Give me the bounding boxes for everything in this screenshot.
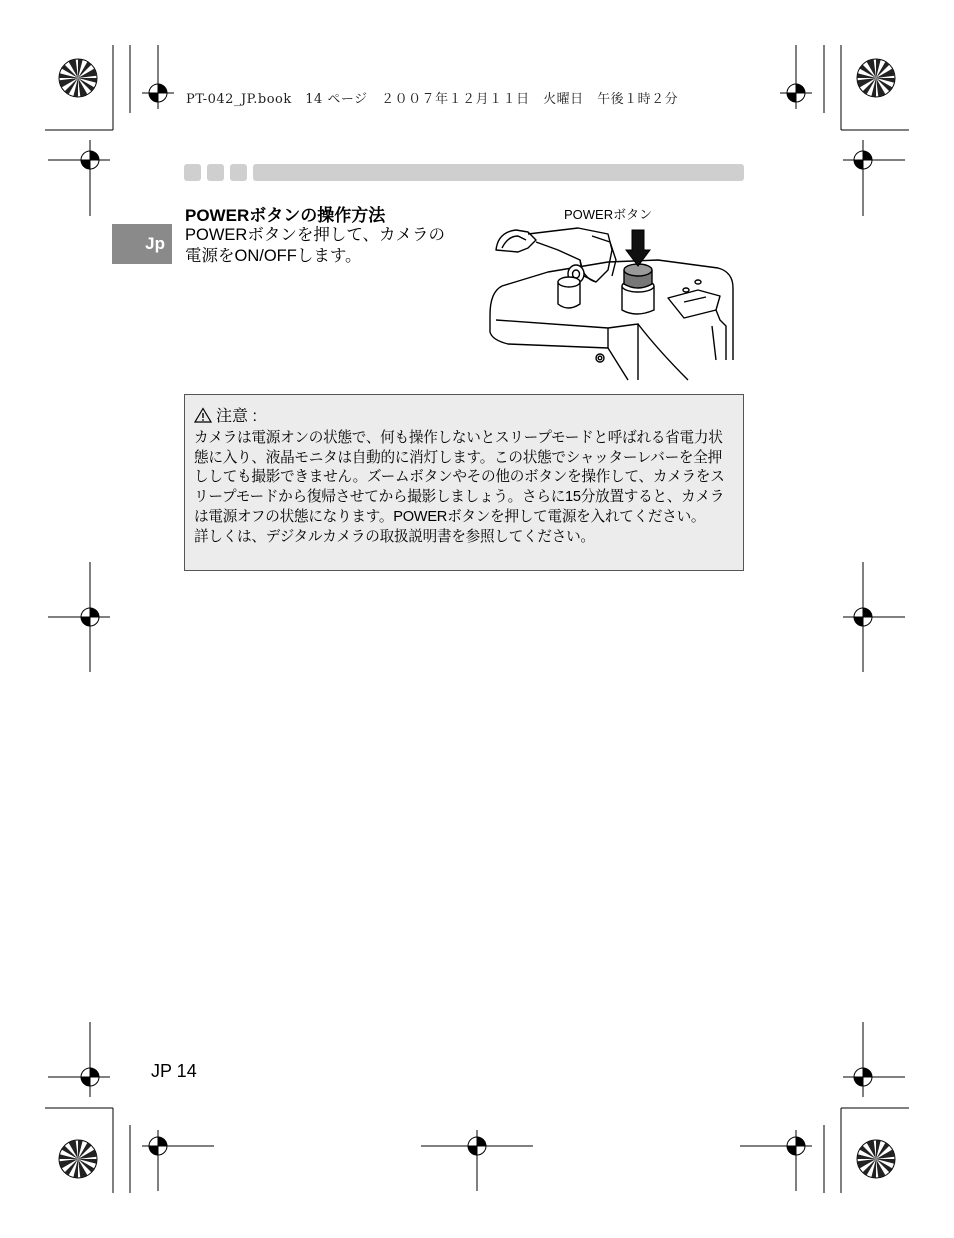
language-tab: Jp <box>112 224 172 264</box>
figure-label: POWERボタン <box>564 207 653 222</box>
header-square <box>207 164 224 181</box>
print-meta-line: PT-042_JP.book 14 ページ ２００７年１２月１１日 火曜日 午後１時２分 <box>186 92 679 107</box>
caution-title: 注意 : <box>216 408 257 425</box>
camera-power-button-illustration <box>488 220 746 386</box>
warning-icon <box>194 407 212 423</box>
caution-box <box>184 394 744 571</box>
page-number: JP 14 <box>151 1061 197 1081</box>
header-square <box>184 164 201 181</box>
header-square <box>230 164 247 181</box>
section-body-line: 電源をON/OFFします。 <box>185 247 362 265</box>
caution-heading <box>194 403 734 426</box>
section-title: POWERボタンの操作方法 <box>185 206 386 225</box>
caution-paragraph: 詳しくは、デジタルカメラの取扱説明書を参照してください。 <box>194 528 595 545</box>
header-bar <box>253 164 744 181</box>
section-body <box>185 225 475 267</box>
caution-paragraph: カメラは電源オンの状態で、何も操作しないとスリープモードと呼ばれる省電力状態に入り、液晶モニタは自動的に消灯します。この状態でシャッターレバーを全押ししても撮影できません。ズームボタンやその他のボタンを操作して、カメラをスリープモードから復帰させてから撮影しましょう。さらに15分放置すると、カメラは電源オフの状態になります。POWERボタンを押して電源を入れてください。 <box>194 430 725 525</box>
section-body-line: POWERボタンを押して、カメラの <box>185 226 446 244</box>
